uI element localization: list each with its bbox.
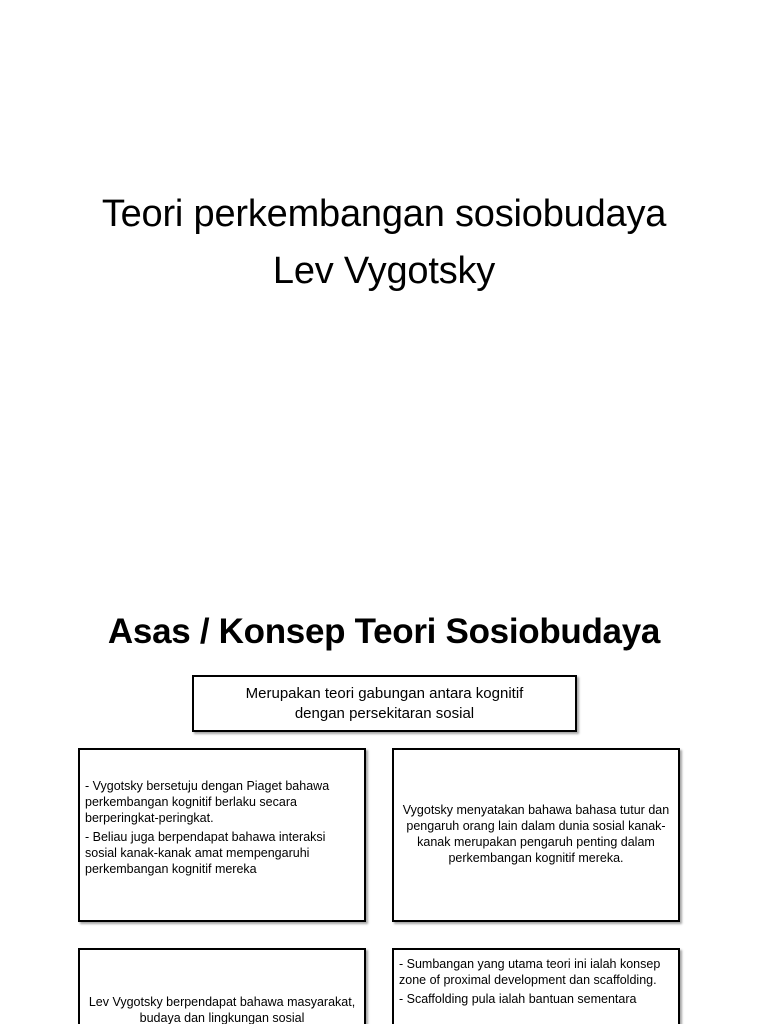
concept-box-society	[78, 948, 366, 1024]
concept-box-language-text: Vygotsky menyatakan bahawa bahasa tutur dan pengaruh orang lain dalam dunia sosial kanak-kanak merupakan pengaruh penting dalam perkembangan kognitif mereka.	[402, 803, 670, 865]
concept-box-language	[392, 748, 680, 922]
slide-1-title	[0, 186, 768, 300]
concept-box-piaget-para-1: - Vygotsky bersetuju dengan Piaget bahawa perkembangan kognitif berlaku secara berperingkat-peringkat.	[85, 779, 330, 825]
concept-box-piaget	[78, 748, 366, 922]
concept-box-zpd	[392, 948, 680, 1024]
slide-1-title-line-1: Teori perkembangan sosiobudaya	[101, 193, 667, 235]
concept-summary-line-1: Merupakan teori gabungan antara kognitif	[245, 685, 524, 702]
concept-summary-box	[192, 675, 577, 732]
slide-2	[0, 576, 768, 1024]
concept-summary-line-2: dengan persekitaran sosial	[294, 705, 475, 722]
slide-2-title: Asas / Konsep Teori Sosiobudaya	[107, 612, 661, 651]
concept-box-piaget-para-2: - Beliau juga berpendapat bahawa interaksi sosial kanak-kanak amat mempengaruhi perkembangan kognitif mereka	[85, 830, 326, 876]
concept-box-zpd-para-1: - Sumbangan yang utama teori ini ialah konsep zone of proximal development dan scaffolding.	[399, 957, 661, 987]
concept-box-society-text: Lev Vygotsky berpendapat bahawa masyarakat, budaya dan lingkungan sosial	[88, 995, 356, 1024]
slide-1-title-line-2: Lev Vygotsky	[272, 250, 496, 292]
concept-box-zpd-para-2: - Scaffolding pula ialah bantuan sementara	[399, 992, 637, 1006]
